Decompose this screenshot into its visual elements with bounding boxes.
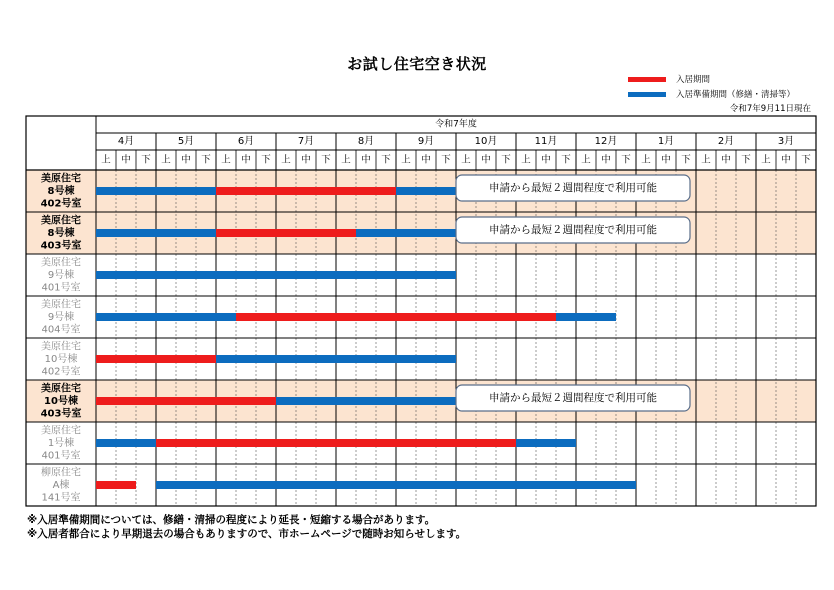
subperiod-label: 上	[761, 154, 771, 166]
bar-preparation	[216, 355, 456, 363]
subperiod-label: 上	[101, 154, 111, 166]
subperiod-label: 上	[701, 154, 711, 166]
subperiod-label: 中	[361, 154, 371, 166]
month-label: 9月	[417, 136, 435, 147]
subperiod-label: 下	[681, 154, 691, 166]
subperiod-label: 下	[801, 154, 811, 166]
bar-preparation	[96, 187, 216, 195]
bar-occupied	[156, 439, 516, 447]
year-label: 令和7年度	[435, 119, 477, 130]
subperiod-label: 中	[181, 154, 191, 166]
month-label: 8月	[357, 136, 375, 147]
bar-occupied	[216, 229, 356, 237]
bar-occupied	[96, 397, 276, 405]
month-label: 6月	[237, 136, 255, 147]
bar-preparation	[356, 229, 456, 237]
bar-occupied	[216, 187, 396, 195]
unit-label-line: 8号棟	[47, 186, 75, 197]
bar-preparation	[516, 439, 576, 447]
subperiod-label: 上	[401, 154, 411, 166]
unit-label-line: 403号室	[40, 408, 82, 420]
month-label: 10月	[474, 136, 498, 147]
subperiod-label: 下	[501, 154, 511, 166]
unit-label-line: 401号室	[41, 450, 81, 462]
subperiod-label: 下	[141, 154, 151, 166]
subperiod-label: 上	[641, 154, 651, 166]
bar-occupied	[96, 481, 136, 489]
unit-label-line: 402号室	[41, 366, 81, 378]
subperiod-label: 中	[301, 154, 311, 166]
unit-label-line: 404号室	[41, 324, 81, 336]
subperiod-label: 下	[261, 154, 271, 166]
month-label: 5月	[177, 136, 195, 147]
unit-label-line: 美原住宅	[41, 257, 81, 269]
unit-label-line: 10号棟	[44, 396, 78, 407]
unit-label-line: 402号室	[40, 198, 82, 210]
availability-note-text: 申請から最短２週間程度で利用可能	[489, 392, 657, 404]
unit-label-line: 1号棟	[47, 438, 75, 449]
bar-preparation	[276, 397, 456, 405]
subperiod-label: 下	[741, 154, 751, 166]
unit-label-line: 401号室	[41, 282, 81, 294]
unit-label-line: 8号棟	[47, 228, 75, 239]
subperiod-label: 中	[721, 154, 731, 166]
unit-label-line: 美原住宅	[41, 215, 81, 227]
availability-note-text: 申請から最短２週間程度で利用可能	[489, 224, 657, 236]
unit-label-line: 10号棟	[44, 354, 78, 365]
unit-label-line: 9号棟	[47, 270, 75, 281]
unit-label-line: 403号室	[40, 240, 82, 252]
page-title: お試し住宅空き状況	[347, 55, 487, 73]
month-label: 3月	[777, 136, 795, 147]
subperiod-label: 下	[621, 154, 631, 166]
subperiod-label: 中	[541, 154, 551, 166]
bar-occupied	[236, 313, 556, 321]
footnote-1: ※入居準備期間については、修繕・清掃の程度により延長・短縮する場合があります。	[27, 514, 436, 526]
subperiod-label: 上	[521, 154, 531, 166]
subperiod-label: 上	[161, 154, 171, 166]
legend-occupied-label: 入居期間	[676, 75, 711, 85]
subperiod-label: 上	[341, 154, 351, 166]
month-label: 1月	[657, 136, 675, 147]
unit-label-line: 美原住宅	[41, 173, 81, 185]
bar-preparation	[96, 271, 456, 279]
subperiod-label: 中	[421, 154, 431, 166]
subperiod-label: 下	[381, 154, 391, 166]
month-label: 11月	[534, 136, 558, 147]
month-label: 7月	[297, 136, 315, 147]
subperiod-label: 中	[781, 154, 791, 166]
subperiod-label: 中	[241, 154, 251, 166]
unit-label-line: 美原住宅	[41, 299, 81, 311]
unit-label-line: 9号棟	[47, 312, 75, 323]
subperiod-label: 中	[121, 154, 131, 166]
unit-label-line: A棟	[52, 480, 70, 491]
month-label: 12月	[594, 136, 618, 147]
as-of-date: 令和7年9月11日現在	[729, 104, 811, 114]
unit-label-line: 柳原住宅	[41, 467, 81, 479]
bar-preparation	[96, 229, 216, 237]
unit-label-line: 141号室	[41, 492, 81, 504]
bar-occupied	[96, 355, 216, 363]
bar-preparation	[156, 481, 636, 489]
month-label: 2月	[717, 136, 735, 147]
footnote-2: ※入居者都合により早期退去の場合もありますので、市ホームページで随時お知らせします。	[27, 528, 467, 540]
subperiod-label: 下	[561, 154, 571, 166]
unit-label-line: 美原住宅	[41, 383, 81, 395]
subperiod-label: 上	[281, 154, 291, 166]
availability-note-text: 申請から最短２週間程度で利用可能	[489, 182, 657, 194]
subperiod-label: 中	[481, 154, 491, 166]
bar-preparation	[96, 313, 236, 321]
subperiod-label: 下	[201, 154, 211, 166]
subperiod-label: 上	[461, 154, 471, 166]
subperiod-label: 中	[601, 154, 611, 166]
subperiod-label: 下	[321, 154, 331, 166]
subperiod-label: 下	[441, 154, 451, 166]
bar-preparation	[556, 313, 616, 321]
bar-preparation	[96, 439, 156, 447]
unit-label-line: 美原住宅	[41, 425, 81, 437]
subperiod-label: 上	[221, 154, 231, 166]
unit-label-line: 美原住宅	[41, 341, 81, 353]
subperiod-label: 上	[581, 154, 591, 166]
subperiod-label: 中	[661, 154, 671, 166]
month-label: 4月	[117, 136, 135, 147]
bar-preparation	[396, 187, 456, 195]
legend-preparation-label: 入居準備期間（修繕・清掃等）	[676, 90, 796, 100]
